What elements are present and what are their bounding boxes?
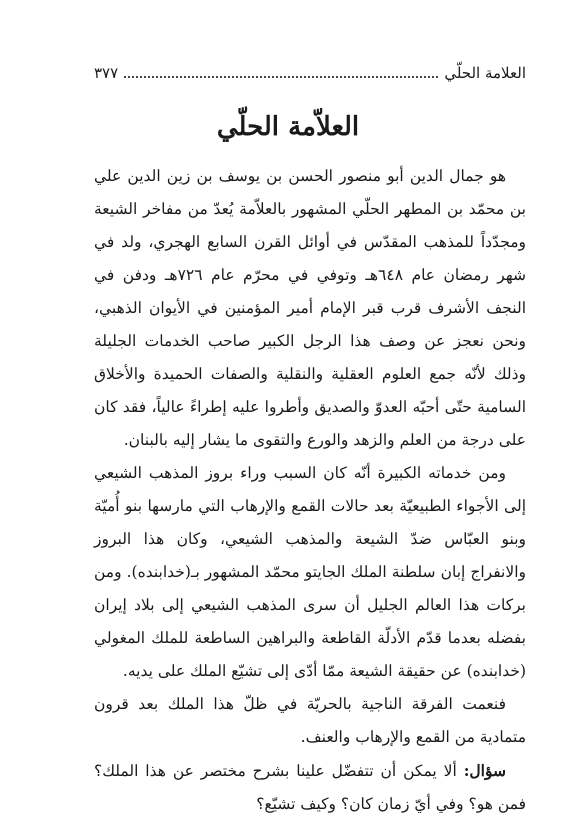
body-text: [94, 160, 526, 821]
question-text: ألا يمكن أن تتفضّل علينا بشرح مختصر عن هذا الملك؟ فمن هو؟ وفي أيّ زمان كان؟ وكيف تشيّع؟: [94, 762, 526, 813]
question-label: سؤال:: [463, 761, 506, 780]
paragraph-services: ومن خدماته الكبيرة أنّه كان السبب وراء بروز المذهب الشيعي إلى الأجواء الطبيعيّة بعد حالات القمع والإرهاب التي مارسها بنو أُميّة وبنو العبّاس ضدّ الشيعة والمذهب الشيعي، وكان هذا البروز والانفراج إبان سلطنة الملك الجايتو محمّد المشهور بـ(خدابنده). ومن بركات هذا العالم الجليل أن سرى المذهب الشيعي إلى بلاد إيران بفضله بعدما قدّم الأدلّة القاطعة والبراهين الساطعة للملك المغولي (خدابنده) عن حقيقة الشيعة ممّا أدّى إلى تشيّع الملك على يديه.: [94, 464, 526, 680]
running-header: [94, 64, 526, 88]
paragraph-question: [94, 754, 526, 821]
running-head-title: العلامة الحلّي: [444, 64, 526, 82]
paragraph-biography: هو جمال الدين أبو منصور الحسن بن يوسف بن زين الدين علي بن محمّد بن المطهر الحلّي المشهور بالعلاّمة يُعدّ من مفاخر الشيعة ومجدّداً للمذهب المقدّس في أوائل القرن السابع الهجري، ولد في شهر رمضان عام ٦٤٨هـ وتوفي في محرّم عام ٧٢٦هـ ودفن في النجف الأشرف قرب قبر الإمام أمير المؤمنين في الأيوان الذهبي، ونحن نعجز عن وصف هذا الرجل الكبير صاحب الخدمات الجليلة وذلك لأنّه جمع العلوم العقلية والنقلية والصفات الحميدة والأخلاق السامية حتّى أحبّه العدوّ والصديق وأطروا عليه إطراءً عالياً، فقد كان على درجة من العلم والزهد والورع والتقوى ما يشار إليه بالبنان.: [94, 167, 526, 449]
paragraph-freedom: فنعمت الفرقة الناجية بالحريّة في ظلّ هذا الملك بعد قرون متمادية من القمع والإرهاب والعنف.: [94, 695, 526, 746]
page-number: ٣٧٧: [94, 64, 119, 82]
chapter-title: العلاّمة الحلّي: [216, 112, 360, 142]
dot-leader: [124, 75, 438, 78]
